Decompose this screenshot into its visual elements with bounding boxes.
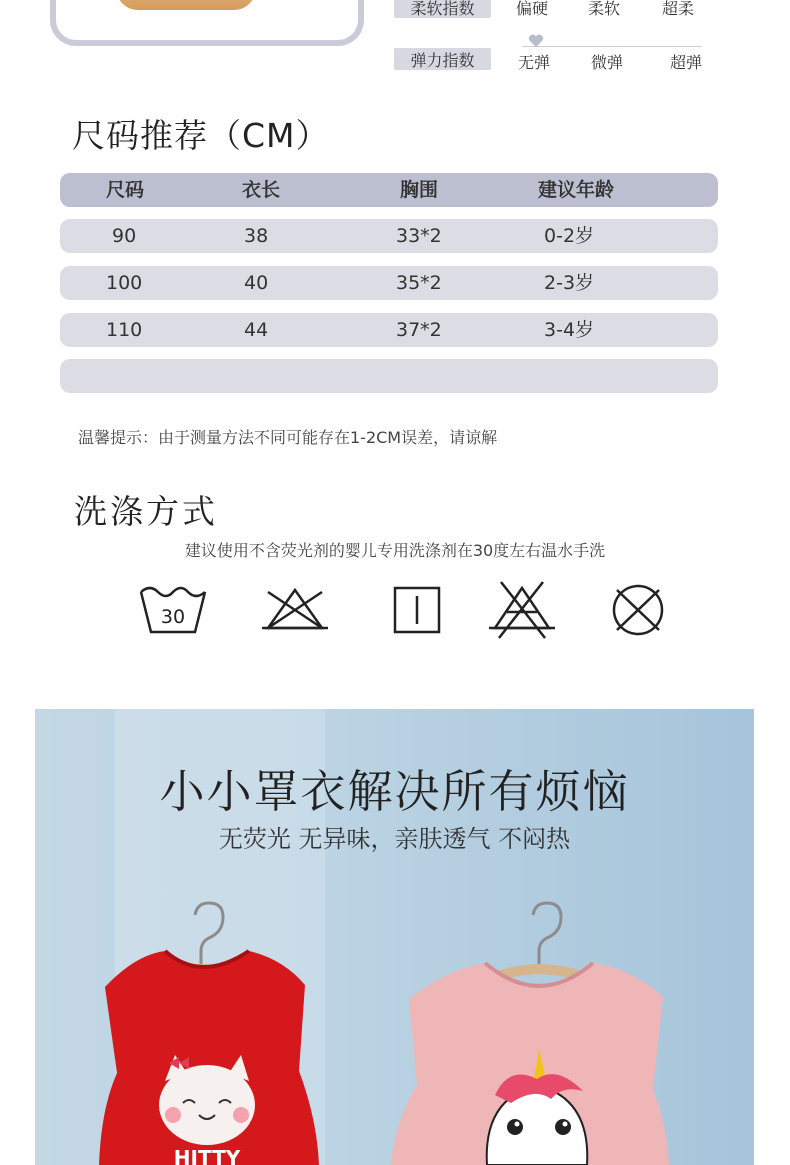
no-dry-clean-icon	[603, 580, 673, 640]
banner-title: 小小罩衣解决所有烦恼	[159, 765, 630, 818]
cell-age: 0-2岁	[544, 225, 595, 247]
softness-option-2: 柔软	[588, 0, 621, 18]
cell-length: 44	[244, 319, 269, 341]
cell-chest: 33*2	[396, 225, 442, 247]
size-table-empty-row	[60, 359, 718, 393]
product-image-card	[50, 0, 364, 46]
heart-icon	[528, 34, 544, 48]
elasticity-row	[394, 48, 491, 70]
header-size: 尺码	[106, 179, 145, 201]
softness-option-3: 超柔	[662, 0, 695, 18]
wash-description: 建议使用不含荧光剂的婴儿专用洗涤剂在30度左右温水手洗	[184, 541, 606, 560]
cell-chest: 35*2	[396, 272, 442, 294]
banner-subtitle: 无荧光 无异味，亲肤透气 不闷热	[218, 825, 571, 853]
cell-size: 110	[106, 319, 143, 341]
elasticity-option-3: 超弹	[670, 53, 703, 72]
size-section-title: 尺码推荐（CM）	[72, 116, 330, 155]
hang-dry-icon	[382, 580, 452, 640]
wash-30-icon	[138, 580, 208, 640]
elasticity-option-1: 无弹	[518, 53, 551, 72]
header-length: 衣长	[242, 179, 281, 201]
softness-label: 柔软指数	[394, 0, 491, 18]
no-tumble-dry-icon	[487, 580, 557, 640]
softness-row	[394, 0, 491, 18]
promo-banner	[35, 709, 754, 1165]
size-table-header	[60, 173, 718, 207]
size-table-row	[60, 266, 718, 300]
size-table-row	[60, 219, 718, 253]
elasticity-option-2: 微弹	[591, 53, 624, 72]
cell-age: 3-4岁	[544, 319, 595, 341]
header-age: 建议年龄	[538, 179, 615, 201]
cell-length: 40	[244, 272, 269, 294]
pink-bib-image	[387, 859, 687, 1165]
measurement-tip: 温馨提示：由于测量方法不同可能存在1-2CM误差，请谅解	[78, 428, 498, 447]
wash-section-title: 洗涤方式	[74, 492, 218, 531]
elasticity-label: 弹力指数	[394, 48, 491, 70]
hitty-print-text: HITTY	[173, 1146, 241, 1165]
cell-age: 2-3岁	[544, 272, 595, 294]
cell-length: 38	[244, 225, 269, 247]
wash-temp-text: 30	[160, 606, 186, 628]
softness-option-1: 偏硬	[516, 0, 549, 18]
cell-size: 90	[112, 225, 137, 247]
header-chest: 胸围	[400, 179, 439, 201]
cell-size: 100	[106, 272, 143, 294]
elasticity-scale-line	[522, 46, 702, 47]
size-table-row	[60, 313, 718, 347]
cell-chest: 37*2	[396, 319, 442, 341]
red-bib-image	[83, 859, 343, 1165]
product-image	[116, 0, 256, 10]
no-bleach-icon	[260, 580, 330, 640]
